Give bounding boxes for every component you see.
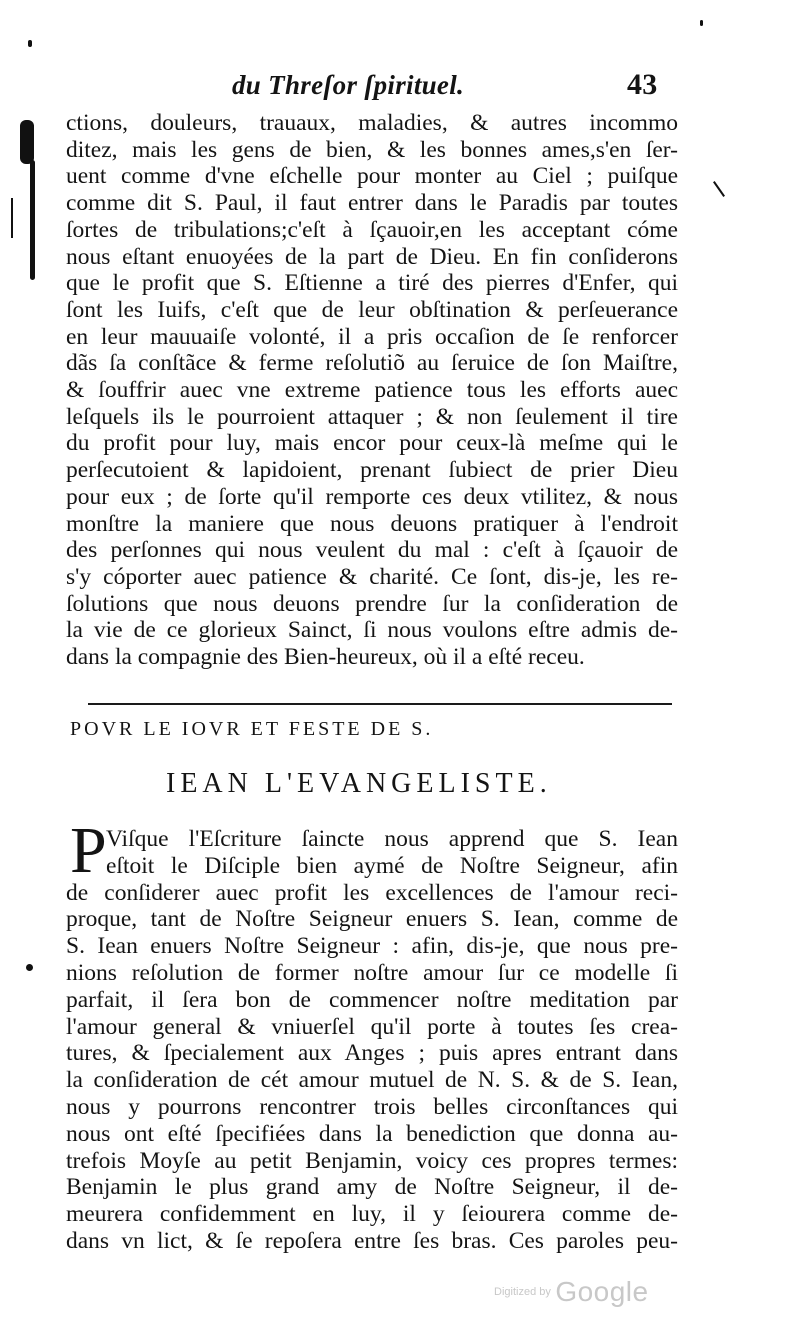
margin-bracket-mark [20,120,34,164]
text-line: eſtoit le Diſciple bien aymé de Noſtre Seigneur, afin [106,852,678,879]
text-line: ctions, douleurs, trauaux, maladies, & autres incommo [66,110,678,136]
text-line: ſolutions que nous deuons prendre ſur la conſideration de [66,590,678,617]
margin-dot [28,40,32,47]
text-line: perſecutoient & lapidoient, prenant ſubiect de prier Dieu [66,457,678,484]
section-heading-line1: POVR LE IOVR ET FESTE DE S. [70,718,434,740]
text-line: nous eſtant enuoyées de la part de Dieu. En fin conſiderons [66,243,678,270]
text-line: comme dit S. Paul, il faut entrer dans le Paradis par toutes [66,190,678,217]
text-line: & ſouffrir auec vne extreme patience tous les efforts auec [66,377,678,403]
text-line: ſortes de tribulations;c'eſt à ſçauoir,en les acceptant cóme [66,216,678,243]
text-line: nous y pourrons rencontrer trois belles circonſtances qui [66,1094,678,1120]
text-line: l'amour general & vniuerſel qu'il porte à toutes ſes crea- [66,1013,678,1040]
google-logo-text: Google [555,1276,649,1307]
text-line: s'y cóporter auec patience & charité. Ce ſont, dis-je, les re- [66,563,678,590]
text-line: du profit pour luy, mais encor pour ceux-là meſme qui le [66,430,678,457]
text-line: uent comme d'vne eſchelle pour monter au Ciel ; puiſque [66,163,678,190]
watermark-prefix: Digitized by [494,1286,551,1298]
text-line: pour eux ; de ſorte qu'il remporte ces deux vtilitez, & nous [66,483,678,510]
drop-cap: P [70,814,107,887]
text-line: monſtre la maniere que nous deuons pratiquer à l'endroit [66,510,678,537]
margin-bracket-stem [30,160,35,280]
text-line: que le profit que S. Eſtienne a tiré des pierres d'Enfer, qui [66,270,678,297]
page-number: 43 [627,68,658,101]
text-line: de conſiderer auec profit les excellences de l'amour reci- [66,879,678,906]
section-divider-rule [88,703,672,705]
text-line: dãs ſa conſtãce & ferme reſolutiõ au ſeruice de ſon Maiſtre, [66,350,678,377]
text-line: nions reſolution de former noſtre amour ſur ce modelle ſi [66,960,678,986]
text-line: en leur mauuaiſe volonté, il a pris occaſion de ſe renforcer [66,323,678,350]
text-line: tures, & ſpecialement aux Anges ; puis apres entrant dans [66,1040,678,1067]
margin-bullet [26,964,33,971]
text-line: dans la compagnie des Bien-heureux, où il a eſté receu. [66,644,585,670]
text-line: ſont les Iuifs, c'eſt que de leur obſtination & perſeuerance [66,296,678,323]
text-line: la conſideration de cét amour mutuel de N. S. & de S. Iean, [66,1067,678,1094]
text-line: nous ont eſté ſpecifiées dans la benediction que donna au- [66,1120,678,1147]
text-line: dans vn lict, & ſe repoſera entre ſes bras. Ces paroles peu- [66,1228,678,1254]
margin-slash-right [713,181,725,197]
running-head [232,70,692,101]
section-heading-line2: IEAN L'EVANGELISTE. [166,768,552,799]
margin-tick-mark [11,198,13,238]
text-line: ditez, mais les gens de bien, & les bonnes ames,s'en ſer- [66,136,678,163]
text-line: Viſque l'Eſcriture ſaincte nous apprend que S. Iean [106,826,678,852]
text-line: trefois Moyſe au petit Benjamin, voicy ces propres termes: [66,1147,678,1174]
text-line: meurera confidemment en luy, il y ſeiourera comme de- [66,1201,678,1228]
digitized-watermark [494,1276,649,1308]
text-line: proque, tant de Noſtre Seigneur enuers S. Iean, comme de [66,906,678,933]
running-head-title: du Threſor ſpirituel. [232,70,465,100]
text-line: Benjamin le plus grand amy de Noſtre Seigneur, il de- [66,1174,678,1201]
margin-dot-right [700,20,703,26]
text-line: S. Iean enuers Noſtre Seigneur : afin, dis-je, que nous pre- [66,933,678,960]
text-line: des perſonnes qui nous veulent du mal : c'eſt à ſçauoir de [66,537,678,564]
text-line: leſquels ils le pourroient attaquer ; & non ſeulement il tire [66,403,678,430]
text-line: parfait, il ſera bon de commencer noſtre meditation par [66,986,678,1013]
text-line: la vie de ce glorieux Sainct, ſi nous voulons eſtre admis de- [66,617,678,644]
